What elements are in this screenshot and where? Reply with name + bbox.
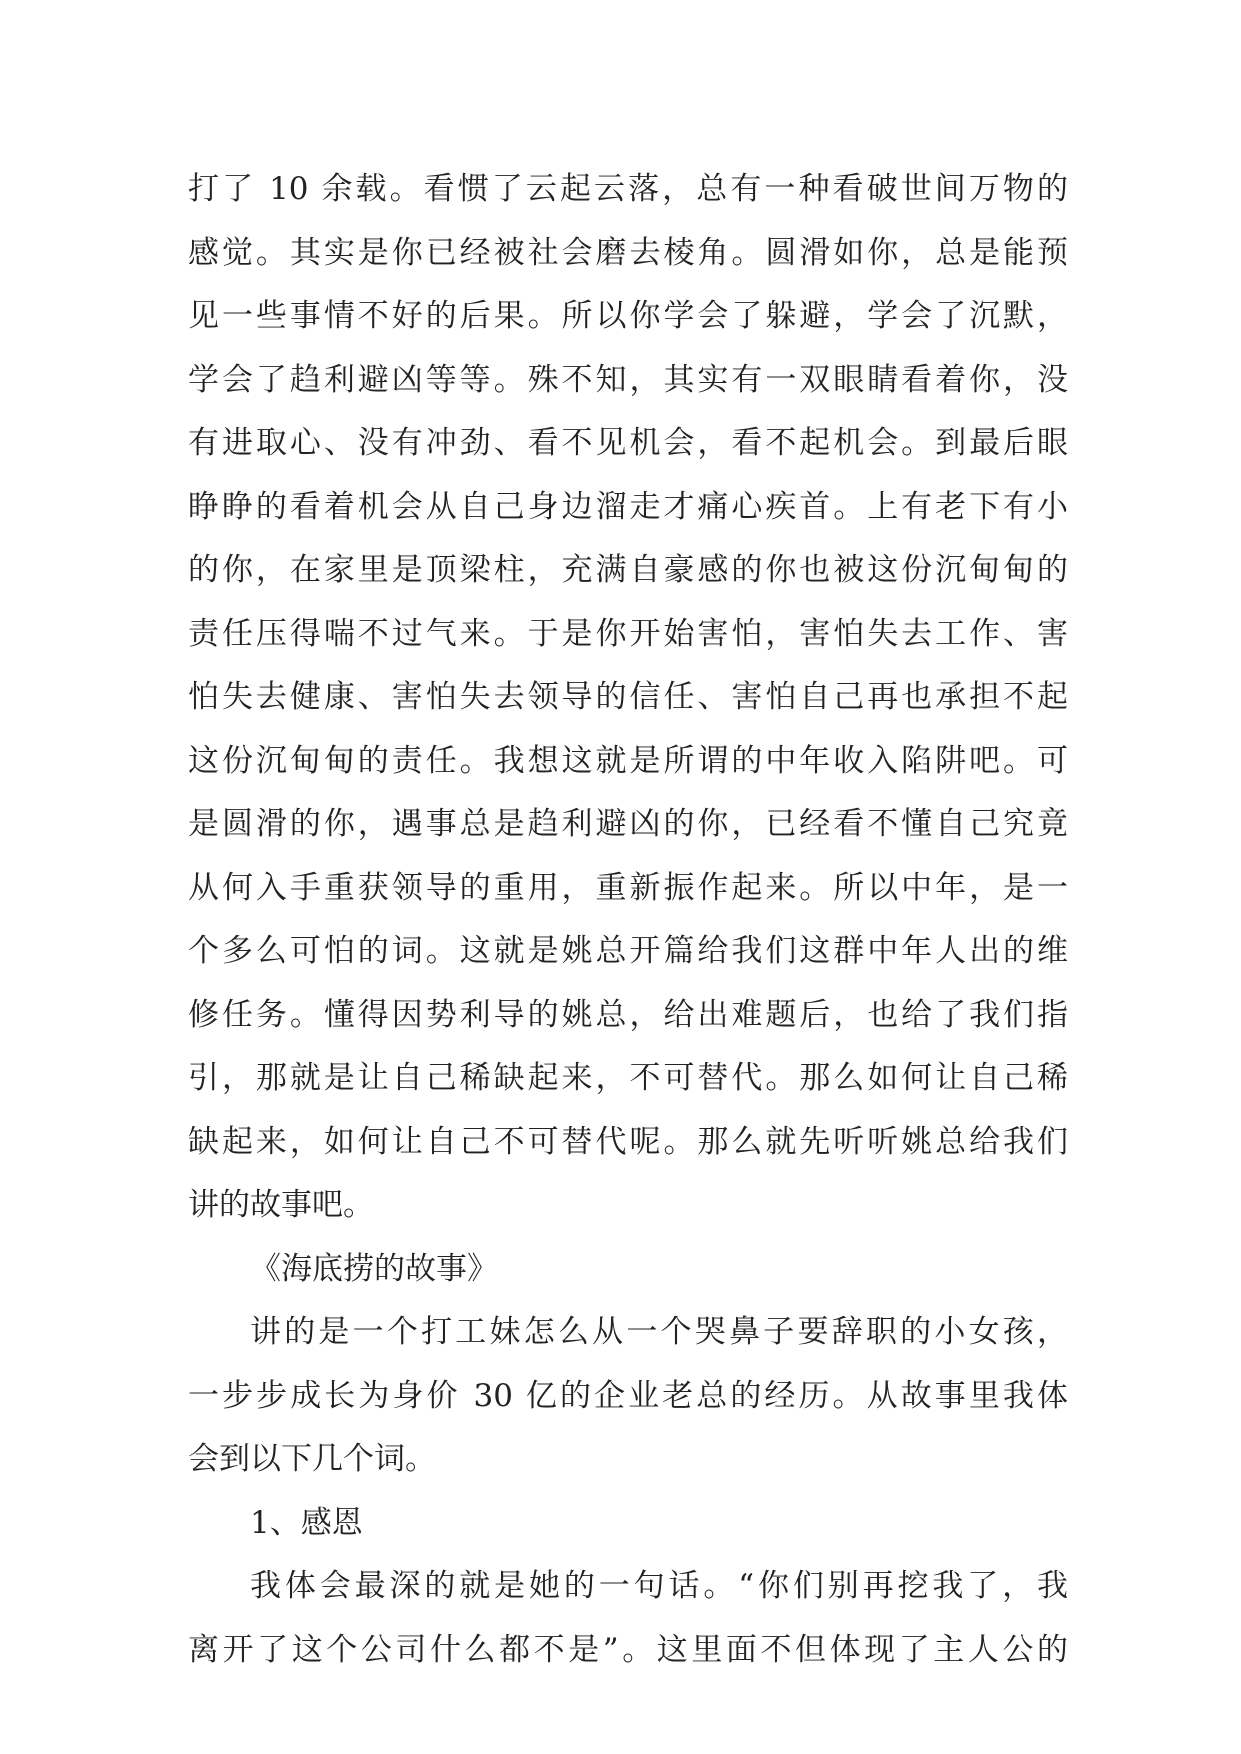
text-line: 打了 10 余载。看惯了云起云落，总有一种看破世间万物的	[188, 171, 1068, 207]
text-line: 有进取心、没有冲劲、看不见机会，看不起机会。到最后眼	[188, 425, 1068, 461]
text-line: 个多么可怕的词。这就是姚总开篇给我们这群中年人出的维	[188, 933, 1068, 969]
text-line: 讲的故事吧。	[188, 1187, 374, 1223]
text-line: 睁睁的看着机会从自己身边溜走才痛心疾首。上有老下有小	[188, 488, 1068, 525]
text-line: 责任压得喘不过气来。于是你开始害怕，害怕失去工作、害	[188, 615, 1068, 652]
text-line: 缺起来，如何让自己不可替代呢。那么就先听听姚总给我们	[188, 1123, 1068, 1160]
text-line: 我体会最深的就是她的一句话。“你们别再挖我了，我	[250, 1568, 1068, 1604]
text-line: 会到以下几个词。	[188, 1441, 436, 1477]
text-line: 的你，在家里是顶梁柱，充满自豪感的你也被这份沉甸甸的	[188, 552, 1068, 588]
text-line: 1、感恩	[250, 1504, 363, 1541]
text-line: 一步步成长为身价 30 亿的企业老总的经历。从故事里我体	[188, 1377, 1068, 1414]
text-line: 《海底捞的故事》	[250, 1250, 498, 1287]
text-line: 从何入手重获领导的重用，重新振作起来。所以中年，是一	[188, 869, 1068, 906]
text-line: 怕失去健康、害怕失去领导的信任、害怕自己再也承担不起	[188, 679, 1068, 715]
text-line: 讲的是一个打工妹怎么从一个哭鼻子要辞职的小女孩，	[250, 1314, 1068, 1350]
text-line: 引，那就是让自己稀缺起来，不可替代。那么如何让自己稀	[188, 1060, 1068, 1096]
text-line: 见一些事情不好的后果。所以你学会了躲避，学会了沉默，	[188, 298, 1068, 334]
text-line: 离开了这个公司什么都不是”。这里面不但体现了主人公的	[188, 1631, 1068, 1668]
text-line: 修任务。懂得因势利导的姚总，给出难题后，也给了我们指	[188, 996, 1068, 1033]
text-line: 是圆滑的你，遇事总是趋利避凶的你，已经看不懂自己究竟	[188, 806, 1068, 842]
text-line: 这份沉甸甸的责任。我想这就是所谓的中年收入陷阱吧。可	[188, 742, 1068, 779]
body-text	[188, 158, 1068, 1682]
text-line: 感觉。其实是你已经被社会磨去棱角。圆滑如你，总是能预	[188, 234, 1068, 271]
text-line: 学会了趋利避凶等等。殊不知，其实有一双眼睛看着你，没	[188, 361, 1068, 398]
